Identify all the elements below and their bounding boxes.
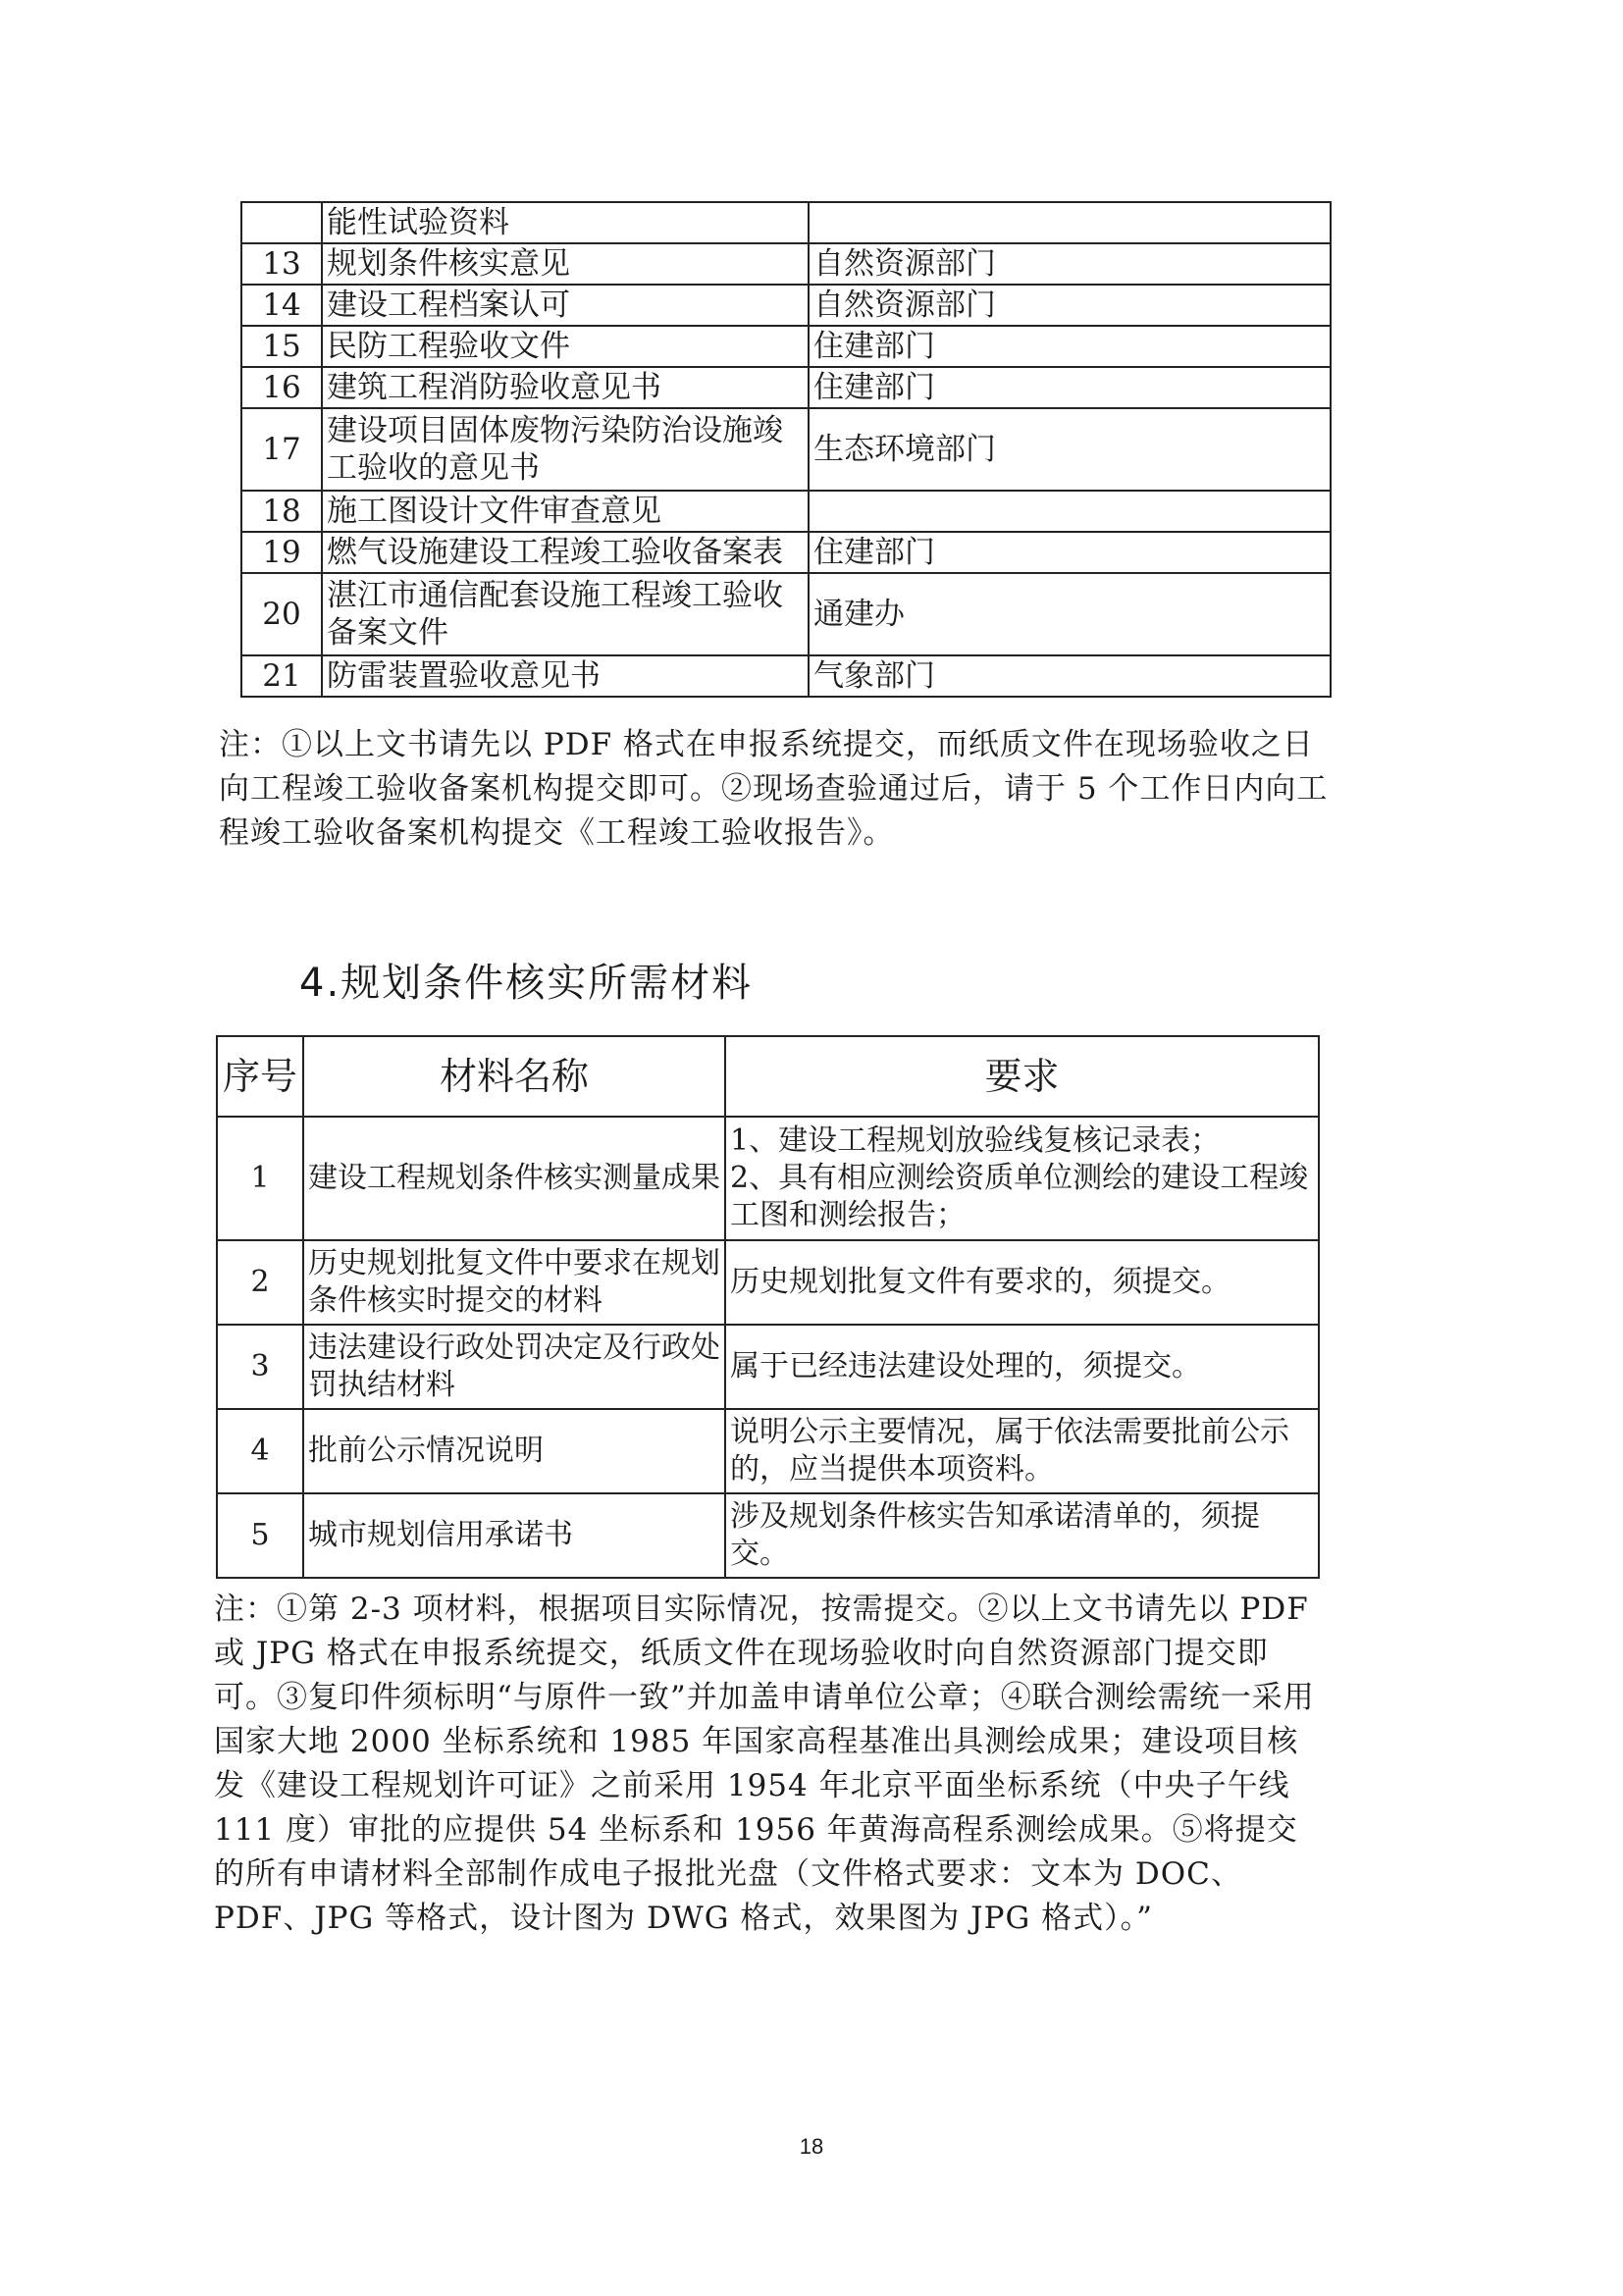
header-name: 材料名称	[303, 1036, 725, 1117]
table-row	[241, 532, 1331, 573]
row-number: 17	[241, 408, 322, 491]
table-row	[241, 243, 1331, 285]
document-name: 建设工程档案认可	[322, 285, 809, 326]
document-name: 湛江市通信配套设施工程竣工验收备案文件	[322, 573, 809, 655]
requirement: 1、建设工程规划放验线复核记录表； 2、具有相应测绘资质单位测绘的建设工程竣工图和测绘报告；	[725, 1117, 1319, 1240]
table-row	[217, 1240, 1319, 1325]
table1-note: 注：①以上文书请先以 PDF 格式在申报系统提交，而纸质文件在现场验收之日向工程竣工验收备案机构提交即可。②现场查验通过后，请于 5 个工作日内向工程竣工验收备案机构提交《工程竣工验收报告》。	[219, 727, 1329, 851]
row-number: 2	[217, 1240, 303, 1325]
department	[809, 202, 1331, 243]
material-name: 历史规划批复文件中要求在规划条件核实时提交的材料	[303, 1240, 725, 1325]
document-name: 民防工程验收文件	[322, 326, 809, 367]
header-req: 要求	[725, 1036, 1319, 1117]
table-row	[241, 367, 1331, 408]
material-name: 批前公示情况说明	[303, 1409, 725, 1493]
row-number: 20	[241, 573, 322, 655]
material-name: 违法建设行政处罚决定及行政处罚执结材料	[303, 1325, 725, 1409]
department: 住建部门	[809, 532, 1331, 573]
document-name: 规划条件核实意见	[322, 243, 809, 285]
table-row	[241, 285, 1331, 326]
department: 生态环境部门	[809, 408, 1331, 491]
row-number: 1	[217, 1117, 303, 1240]
requirement: 属于已经违法建设处理的，须提交。	[725, 1325, 1319, 1409]
row-number: 3	[217, 1325, 303, 1409]
table-row	[217, 1325, 1319, 1409]
table-row	[241, 202, 1331, 243]
requirement: 说明公示主要情况，属于依法需要批前公示的，应当提供本项资料。	[725, 1409, 1319, 1493]
department	[809, 491, 1331, 532]
document-name: 施工图设计文件审查意见	[322, 491, 809, 532]
table-row	[217, 1117, 1319, 1240]
document-name: 建设项目固体废物污染防治设施竣工验收的意见书	[322, 408, 809, 491]
table-header-row	[217, 1036, 1319, 1117]
table-row	[241, 573, 1331, 655]
requirement: 历史规划批复文件有要求的，须提交。	[725, 1240, 1319, 1325]
row-number: 4	[217, 1409, 303, 1493]
requirement: 涉及规划条件核实告知承诺清单的，须提交。	[725, 1493, 1319, 1578]
department: 自然资源部门	[809, 285, 1331, 326]
row-number	[241, 202, 322, 243]
document-name: 建筑工程消防验收意见书	[322, 367, 809, 408]
table-row	[241, 326, 1331, 367]
section-heading: 4.规划条件核实所需材料	[299, 961, 754, 1006]
table-row	[241, 408, 1331, 491]
row-number: 19	[241, 532, 322, 573]
row-number: 5	[217, 1493, 303, 1578]
planning-materials-table	[216, 1035, 1320, 1579]
material-name: 建设工程规划条件核实测量成果	[303, 1117, 725, 1240]
table-row	[217, 1493, 1319, 1578]
department: 住建部门	[809, 367, 1331, 408]
department: 气象部门	[809, 655, 1331, 697]
department: 住建部门	[809, 326, 1331, 367]
acceptance-documents-table	[240, 201, 1332, 698]
table2-note: 注：①第 2-3 项材料，根据项目实际情况，按需提交。②以上文书请先以 PDF 或 JPG 格式在申报系统提交，纸质文件在现场验收时向自然资源部门提交即可。③复印件须标明“与原件一致”并加盖申请单位公章；④联合测绘需统一采用国家大地 2000 坐标系统和 1985 年国家高程基准出具测绘成果；建设项目核发《建设工程规划许可证》之前采用 1954 年北京平面坐标系统（中央子午线 111 度）审批的应提供 54 坐标系和 1956 年黄海高程系测绘成果。⑤将提交的所有申请材料全部制作成电子报批光盘（文件格式要求：文本为 DOC、PDF、JPG 等格式，设计图为 DWG 格式，效果图为 JPG 格式）。”	[214, 1592, 1315, 1936]
table-row	[241, 655, 1331, 697]
table-row	[241, 491, 1331, 532]
row-number: 18	[241, 491, 322, 532]
department: 自然资源部门	[809, 243, 1331, 285]
row-number: 15	[241, 326, 322, 367]
row-number: 14	[241, 285, 322, 326]
document-name: 能性试验资料	[322, 202, 809, 243]
row-number: 16	[241, 367, 322, 408]
material-name: 城市规划信用承诺书	[303, 1493, 725, 1578]
document-name: 燃气设施建设工程竣工验收备案表	[322, 532, 809, 573]
header-num: 序号	[217, 1036, 303, 1117]
department: 通建办	[809, 573, 1331, 655]
row-number: 21	[241, 655, 322, 697]
table-row	[217, 1409, 1319, 1493]
document-name: 防雷装置验收意见书	[322, 655, 809, 697]
row-number: 13	[241, 243, 322, 285]
page-number: 18	[799, 2134, 824, 2159]
